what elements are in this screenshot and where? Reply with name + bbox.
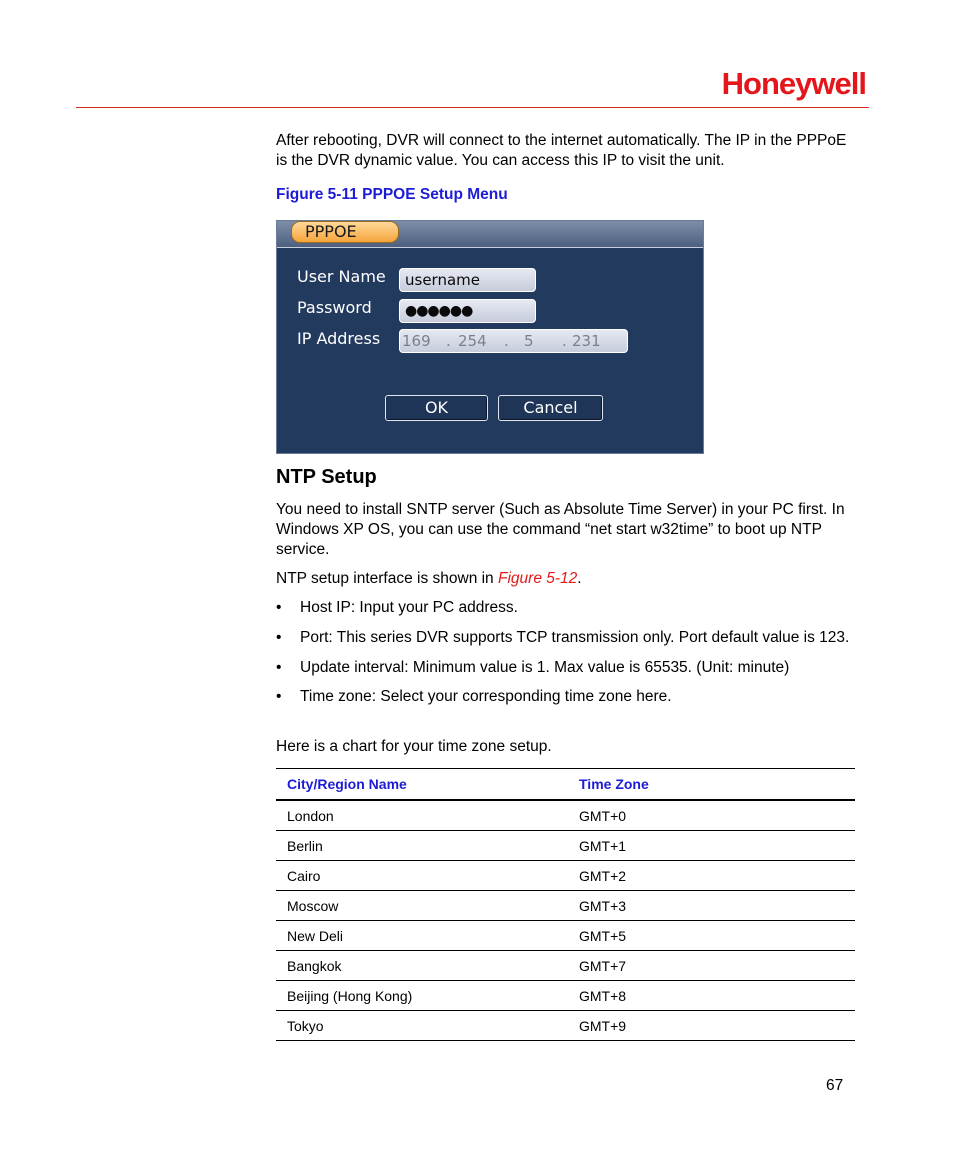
bullet-icon: • [276, 659, 282, 676]
city-cell: Beijing (Hong Kong) [276, 981, 568, 1011]
city-cell: London [276, 800, 568, 831]
password-label: Password [297, 298, 372, 317]
table-row [276, 921, 855, 951]
ip-octet-1[interactable]: 169 [402, 332, 431, 350]
ip-octet-4[interactable]: 231 [572, 332, 601, 350]
ip-address-input[interactable] [399, 329, 628, 353]
list-item [276, 687, 856, 707]
timezone-cell: GMT+2 [568, 861, 855, 891]
list-item-text: Port: This series DVR supports TCP transmission only. Port default value is 123. [300, 629, 850, 646]
section-title-ntp: NTP Setup [276, 466, 377, 488]
bullet-icon: • [276, 629, 282, 646]
list-item [276, 628, 856, 648]
timezone-cell: GMT+9 [568, 1011, 855, 1041]
city-cell: Moscow [276, 891, 568, 921]
city-cell: Berlin [276, 831, 568, 861]
ip-separator: . [446, 332, 451, 350]
timezone-cell: GMT+5 [568, 921, 855, 951]
ip-octet-3[interactable]: 5 [524, 332, 534, 350]
table-row [276, 951, 855, 981]
list-item-text: Update interval: Minimum value is 1. Max value is 65535. (Unit: minute) [300, 659, 790, 676]
table-row [276, 861, 855, 891]
list-item [276, 598, 856, 618]
ip-separator: . [562, 332, 567, 350]
table-row [276, 1011, 855, 1041]
username-input[interactable]: username [399, 268, 536, 292]
dialog-header [277, 221, 703, 248]
table-row [276, 800, 855, 831]
password-input[interactable]: ●●●●●● [399, 299, 536, 323]
ntp-interface-paragraph [276, 569, 856, 589]
ip-address-label: IP Address [297, 329, 381, 348]
ip-separator: . [504, 332, 509, 350]
pppoe-dialog [276, 220, 704, 454]
table-row [276, 831, 855, 861]
city-cell: Bangkok [276, 951, 568, 981]
list-item-text: Time zone: Select your corresponding time zone here. [300, 688, 672, 705]
city-cell: New Deli [276, 921, 568, 951]
page-number: 67 [826, 1077, 844, 1094]
column-header-timezone: Time Zone [568, 769, 855, 801]
bullet-list [276, 598, 856, 707]
table-row [276, 891, 855, 921]
bullet-icon: • [276, 599, 282, 616]
ok-button[interactable]: OK [385, 395, 488, 421]
ntp-interface-text: NTP setup interface is shown in [276, 570, 498, 587]
table-row [276, 981, 855, 1011]
ntp-paragraph: You need to install SNTP server (Such as Absolute Time Server) in your PC first. In Windows XP OS, you can use the command “net start w32time” to boot up NTP service. [276, 501, 845, 558]
list-item-text: Host IP: Input your PC address. [300, 599, 518, 616]
tab-pppoe[interactable]: PPPOE [291, 221, 399, 243]
header-divider [76, 107, 869, 108]
timezone-cell: GMT+3 [568, 891, 855, 921]
timezone-cell: GMT+1 [568, 831, 855, 861]
city-cell: Tokyo [276, 1011, 568, 1041]
chart-intro: Here is a chart for your time zone setup. [276, 738, 552, 755]
column-header-city: City/Region Name [276, 769, 568, 801]
ntp-interface-period: . [577, 570, 582, 587]
figure-caption: Figure 5-11 PPPOE Setup Menu [276, 186, 508, 203]
cancel-button[interactable]: Cancel [498, 395, 603, 421]
figure-link[interactable]: Figure 5-12 [498, 570, 578, 587]
timezone-cell: GMT+7 [568, 951, 855, 981]
ip-octet-2[interactable]: 254 [458, 332, 487, 350]
table-header-row [276, 769, 855, 801]
city-cell: Cairo [276, 861, 568, 891]
timezone-cell: GMT+0 [568, 800, 855, 831]
honeywell-logo: Honeywell [721, 66, 866, 101]
username-label: User Name [297, 267, 386, 286]
bullet-icon: • [276, 688, 282, 705]
list-item [276, 658, 856, 678]
intro-paragraph: After rebooting, DVR will connect to the internet automatically. The IP in the PPPoE is the DVR dynamic value. You can access this IP to visit the unit. [276, 132, 847, 169]
timezone-table [276, 768, 855, 1041]
timezone-cell: GMT+8 [568, 981, 855, 1011]
